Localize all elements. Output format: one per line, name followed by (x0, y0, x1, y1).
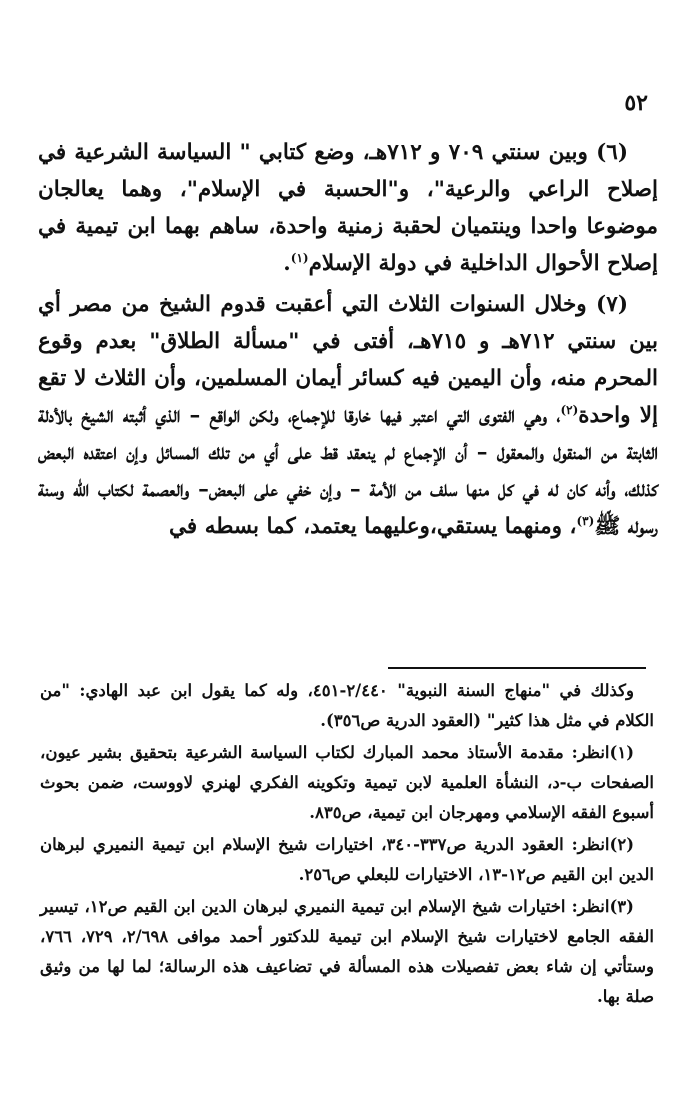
paragraph-6-end: . (283, 251, 291, 276)
paragraph-6 (38, 134, 658, 282)
paragraph-7-text-a: (٧) وخلال السنوات الثلاث التي أعقبت قدوم الشيخ من مصر أي بين سنتي ٧١٢هـ و ٧١٥هـ، أفتى في "مسألة الطلاق" بعدم وقوع المحرم منه، وأن اليمين فيه كسائر أيمان المسلمين، وأن الثلاث لا تقع إلا واحدة (38, 292, 658, 428)
main-text (38, 134, 658, 545)
paragraph-6-text: (٦) وبين سنتي ٧٠٩ و ٧١٢هـ، وضع كتابي " السياسة الشرعية في إصلاح الراعي والرعية"، و"الحسبة في الإسلام"، وهما يعالجان موضوعا واحدا وينتميان لحقبة زمنية واحدة، ساهم بهما ابن تيمية في إصلاح الأحوال الداخلية في دولة الإسلام (38, 140, 658, 276)
footnote-continuation: وكذلك في "منهاج السنة النبوية" ٢/٤٤٠-٤٥١، وله كما يقول ابن عبد الهادي: "من الكلام في مثل هذا كثير" (العقود الدرية ص٣٥٦). (40, 681, 654, 730)
footnote-1: (١)انظر: مقدمة الأستاذ محمد المبارك لكتاب السياسة الشرعية بتحقيق بشير عيون، الصفحات ب-د، النشأة العلمية لابن تيمية وتكوينه الفكري لهنري لاووست، ضمن بحوث أسبوع الفقه الإسلامي ومهرجان ابن تيمية، ص٨٣٥. (40, 743, 654, 822)
paragraph-7-text-c: ، ومنهما يستقي،وعليهما يعتمد، كما بسطه في (169, 514, 577, 539)
footnote-ref-1: (١) (290, 250, 309, 265)
footnote-2: (٢)انظر: العقود الدرية ص٣٣٧-٣٤٠، اختيارات شيخ الإسلام ابن تيمية النميري لبرهان الدين ابن القيم ص١٢-١٣، الاختيارات للبعلي ص٢٥٦. (40, 835, 654, 884)
page-number: ٥٢ (624, 90, 648, 116)
paragraph-7 (38, 286, 658, 545)
footnote-3: (٣)انظر: اختيارات شيخ الإسلام ابن تيمية النميري لبرهان الدين ابن القيم ص١٢، تيسير الفقه الجامع لاختيارات شيخ الإسلام ابن تيمية للدكتور أحمد موافى ٢/٦٩٨، ٧٢٩، ٧٦٦، وستأتي إن شاء بعض تفصيلات هذه المسألة في تضاعيف هذه الرسالة؛ لما لها من وثيق صلة بها. (40, 897, 654, 1006)
paragraph-7-text-b: ، وهي الفتوى التي اعتبر فيها خارقا للإجماع، ولكن الواقع – الذي أثبته الشيخ بالأدلة الثابتة من المنقول والمعقول – أن الإجماع لم ينعقد قط على أي من تلك المسائل وإن اعتقده البعض كذلك، وأنه كان له في كل منها سلف من الأمة – وإن خفي على البعض– والعصمة لكتاب الله وسنة رسوله ﷺ (38, 403, 658, 539)
footnote-separator (388, 667, 646, 669)
footnote-ref-2: (٢) (560, 402, 579, 417)
footnotes (40, 676, 654, 1012)
footnote-ref-3: (٣) (576, 513, 595, 528)
